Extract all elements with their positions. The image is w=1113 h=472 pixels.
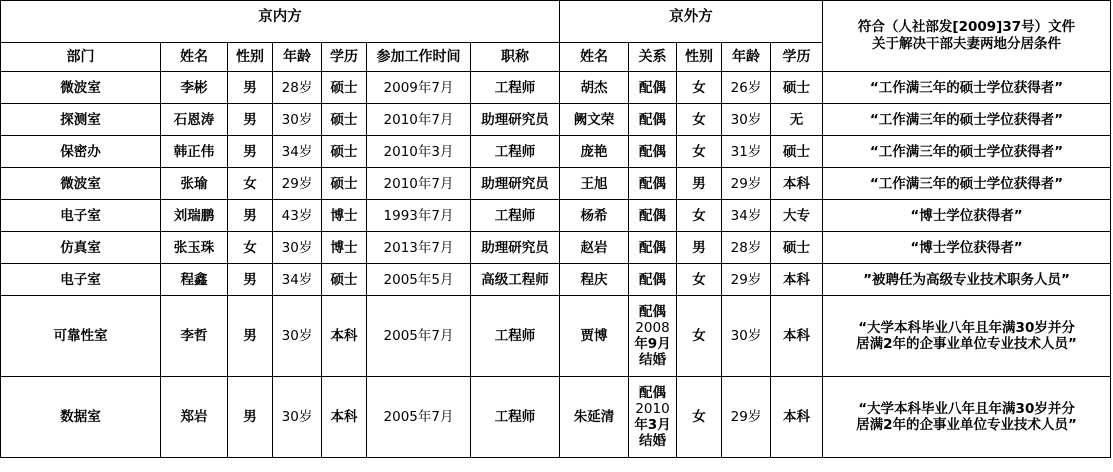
- cell-work-start: 2005年7月: [367, 377, 471, 458]
- cell-spouse-education: 本科: [771, 377, 823, 458]
- outside-side-header: 京外方: [560, 1, 823, 43]
- cell-spouse-name: 阙文荣: [560, 104, 629, 136]
- cell-title: 助理研究员: [471, 104, 560, 136]
- cell-work-start: 2010年3月: [367, 136, 471, 168]
- cell-relation: 配偶: [629, 200, 677, 232]
- cell-title: 高级工程师: [471, 264, 560, 296]
- cell-department: 微波室: [1, 168, 161, 200]
- col-work-start: 参加工作时间: [367, 43, 471, 72]
- col-title: 职称: [471, 43, 560, 72]
- relation-line: 年9月: [634, 336, 671, 352]
- condition-header-line2: 关于解决干部夫妻两地分居条件: [872, 36, 1062, 52]
- cell-gender: 男: [228, 264, 273, 296]
- col-name: 姓名: [161, 43, 228, 72]
- header-row-group: [1, 1, 1111, 43]
- cell-spouse-name: 赵岩: [560, 232, 629, 264]
- cell-department: 探测室: [1, 104, 161, 136]
- cell-education: 硕士: [322, 72, 367, 104]
- cell-age: 34岁: [273, 264, 322, 296]
- cell-spouse-age: 29岁: [722, 168, 771, 200]
- condition-line: “大学本科毕业八年且年满30岁并分: [858, 401, 1075, 417]
- cell-spouse-age: 30岁: [722, 296, 771, 377]
- cell-education: 本科: [322, 377, 367, 458]
- relation-line: 结婚: [639, 433, 667, 449]
- cell-condition: “工作满三年的硕士学位获得者”: [823, 72, 1111, 104]
- cell-spouse-gender: 女: [677, 296, 722, 377]
- table-row: [1, 232, 1111, 264]
- cell-spouse-age: 31岁: [722, 136, 771, 168]
- cell-spouse-age: 29岁: [722, 377, 771, 458]
- cell-spouse-gender: 男: [677, 168, 722, 200]
- cell-age: 30岁: [273, 104, 322, 136]
- cell-condition: “博士学位获得者”: [823, 232, 1111, 264]
- cell-education: 博士: [322, 200, 367, 232]
- cell-gender: 女: [228, 168, 273, 200]
- table-row: [1, 168, 1111, 200]
- table-row: [1, 377, 1111, 458]
- condition-line: “大学本科毕业八年且年满30岁并分: [858, 320, 1075, 336]
- cell-education: 硕士: [322, 104, 367, 136]
- condition-header-line1: 符合（人社部发[2009]37号）文件: [857, 19, 1076, 35]
- cell-department: 仿真室: [1, 232, 161, 264]
- col-gender: 性别: [228, 43, 273, 72]
- cell-gender: 男: [228, 296, 273, 377]
- cell-spouse-education: 本科: [771, 168, 823, 200]
- cell-education: 本科: [322, 296, 367, 377]
- cell-name: 程鑫: [161, 264, 228, 296]
- relation-line: 年3月: [634, 417, 671, 433]
- cell-title: 工程师: [471, 72, 560, 104]
- cell-spouse-gender: 女: [677, 377, 722, 458]
- cell-relation: 配偶: [629, 264, 677, 296]
- cell-spouse-name: 朱延清: [560, 377, 629, 458]
- cell-education: 硕士: [322, 168, 367, 200]
- cell-name: 张玉珠: [161, 232, 228, 264]
- cell-spouse-name: 程庆: [560, 264, 629, 296]
- cell-gender: 男: [228, 377, 273, 458]
- condition-line: 居满2年的企事业单位专业技术人员”: [856, 417, 1077, 433]
- cell-condition: “工作满三年的硕士学位获得者”: [823, 104, 1111, 136]
- cell-title: 工程师: [471, 136, 560, 168]
- relation-line: 配偶: [639, 304, 667, 320]
- table-row: [1, 264, 1111, 296]
- cell-spouse-gender: 女: [677, 72, 722, 104]
- cell-education: 硕士: [322, 264, 367, 296]
- cell-relation: 配偶: [629, 136, 677, 168]
- cell-work-start: 2005年5月: [367, 264, 471, 296]
- table-row: [1, 200, 1111, 232]
- cell-title: 工程师: [471, 296, 560, 377]
- cell-work-start: 2005年7月: [367, 296, 471, 377]
- cell-name: 石恩涛: [161, 104, 228, 136]
- relation-line: 结婚: [639, 352, 667, 368]
- cell-relation: [629, 296, 677, 377]
- table-row: [1, 104, 1111, 136]
- cell-relation: [629, 377, 677, 458]
- cell-spouse-name: 杨希: [560, 200, 629, 232]
- cell-relation: 配偶: [629, 168, 677, 200]
- cell-spouse-education: 硕士: [771, 72, 823, 104]
- cell-condition: [823, 377, 1111, 458]
- cell-spouse-age: 34岁: [722, 200, 771, 232]
- cell-name: 李彬: [161, 72, 228, 104]
- cell-spouse-gender: 女: [677, 136, 722, 168]
- col-spouse-name: 姓名: [560, 43, 629, 72]
- cell-spouse-age: 26岁: [722, 72, 771, 104]
- cell-title: 工程师: [471, 377, 560, 458]
- cell-gender: 男: [228, 136, 273, 168]
- cell-spouse-name: 王旭: [560, 168, 629, 200]
- cell-spouse-education: 无: [771, 104, 823, 136]
- cell-spouse-age: 29岁: [722, 264, 771, 296]
- cell-work-start: 2010年7月: [367, 104, 471, 136]
- col-spouse-gender: 性别: [677, 43, 722, 72]
- cell-spouse-age: 28岁: [722, 232, 771, 264]
- cell-name: 韩正伟: [161, 136, 228, 168]
- cell-spouse-education: 大专: [771, 200, 823, 232]
- cell-education: 硕士: [322, 136, 367, 168]
- cell-condition: [823, 296, 1111, 377]
- col-relation: 关系: [629, 43, 677, 72]
- col-spouse-education: 学历: [771, 43, 823, 72]
- cell-work-start: 2013年7月: [367, 232, 471, 264]
- cell-spouse-gender: 女: [677, 200, 722, 232]
- condition-header: [823, 1, 1111, 72]
- col-age: 年龄: [273, 43, 322, 72]
- cell-age: 30岁: [273, 232, 322, 264]
- cell-age: 30岁: [273, 296, 322, 377]
- cell-gender: 女: [228, 232, 273, 264]
- table-row: [1, 136, 1111, 168]
- cell-spouse-gender: 女: [677, 264, 722, 296]
- cell-gender: 男: [228, 72, 273, 104]
- cell-spouse-age: 30岁: [722, 104, 771, 136]
- cell-relation: 配偶: [629, 72, 677, 104]
- cell-name: 刘瑞鹏: [161, 200, 228, 232]
- cell-condition: ”被聘任为高级专业技术职务人员”: [823, 264, 1111, 296]
- cell-spouse-name: 庞艳: [560, 136, 629, 168]
- cell-title: 工程师: [471, 200, 560, 232]
- cell-name: 张瑜: [161, 168, 228, 200]
- cell-title: 助理研究员: [471, 232, 560, 264]
- cell-education: 博士: [322, 232, 367, 264]
- relation-line: 2010: [635, 401, 670, 417]
- cell-gender: 男: [228, 200, 273, 232]
- relation-line: 配偶: [639, 385, 667, 401]
- relation-line: 2008: [635, 320, 670, 336]
- cell-department: 电子室: [1, 200, 161, 232]
- cell-department: 电子室: [1, 264, 161, 296]
- table-row: [1, 296, 1111, 377]
- cell-department: 微波室: [1, 72, 161, 104]
- cell-age: 28岁: [273, 72, 322, 104]
- cell-spouse-name: 贾博: [560, 296, 629, 377]
- cell-age: 29岁: [273, 168, 322, 200]
- cell-gender: 男: [228, 104, 273, 136]
- col-education: 学历: [322, 43, 367, 72]
- cell-name: 郑岩: [161, 377, 228, 458]
- cell-department: 可靠性室: [1, 296, 161, 377]
- cell-spouse-education: 本科: [771, 296, 823, 377]
- col-spouse-age: 年龄: [722, 43, 771, 72]
- cell-relation: 配偶: [629, 232, 677, 264]
- cell-department: 保密办: [1, 136, 161, 168]
- cell-department: 数据室: [1, 377, 161, 458]
- cell-relation: 配偶: [629, 104, 677, 136]
- col-department: 部门: [1, 43, 161, 72]
- cell-spouse-education: 硕士: [771, 136, 823, 168]
- cell-spouse-education: 硕士: [771, 232, 823, 264]
- beijing-side-header: 京内方: [1, 1, 560, 43]
- cell-spouse-education: 本科: [771, 264, 823, 296]
- condition-line: 居满2年的企事业单位专业技术人员”: [856, 336, 1077, 352]
- cell-spouse-gender: 女: [677, 104, 722, 136]
- cell-title: 助理研究员: [471, 168, 560, 200]
- cell-name: 李哲: [161, 296, 228, 377]
- cell-condition: “工作满三年的硕士学位获得者”: [823, 136, 1111, 168]
- cell-work-start: 2010年7月: [367, 168, 471, 200]
- cell-work-start: 1993年7月: [367, 200, 471, 232]
- table-row: [1, 72, 1111, 104]
- cell-age: 43岁: [273, 200, 322, 232]
- cell-condition: “博士学位获得者”: [823, 200, 1111, 232]
- cell-spouse-gender: 男: [677, 232, 722, 264]
- cell-condition: “工作满三年的硕士学位获得者”: [823, 168, 1111, 200]
- cell-work-start: 2009年7月: [367, 72, 471, 104]
- cell-age: 34岁: [273, 136, 322, 168]
- cell-age: 30岁: [273, 377, 322, 458]
- cell-spouse-name: 胡杰: [560, 72, 629, 104]
